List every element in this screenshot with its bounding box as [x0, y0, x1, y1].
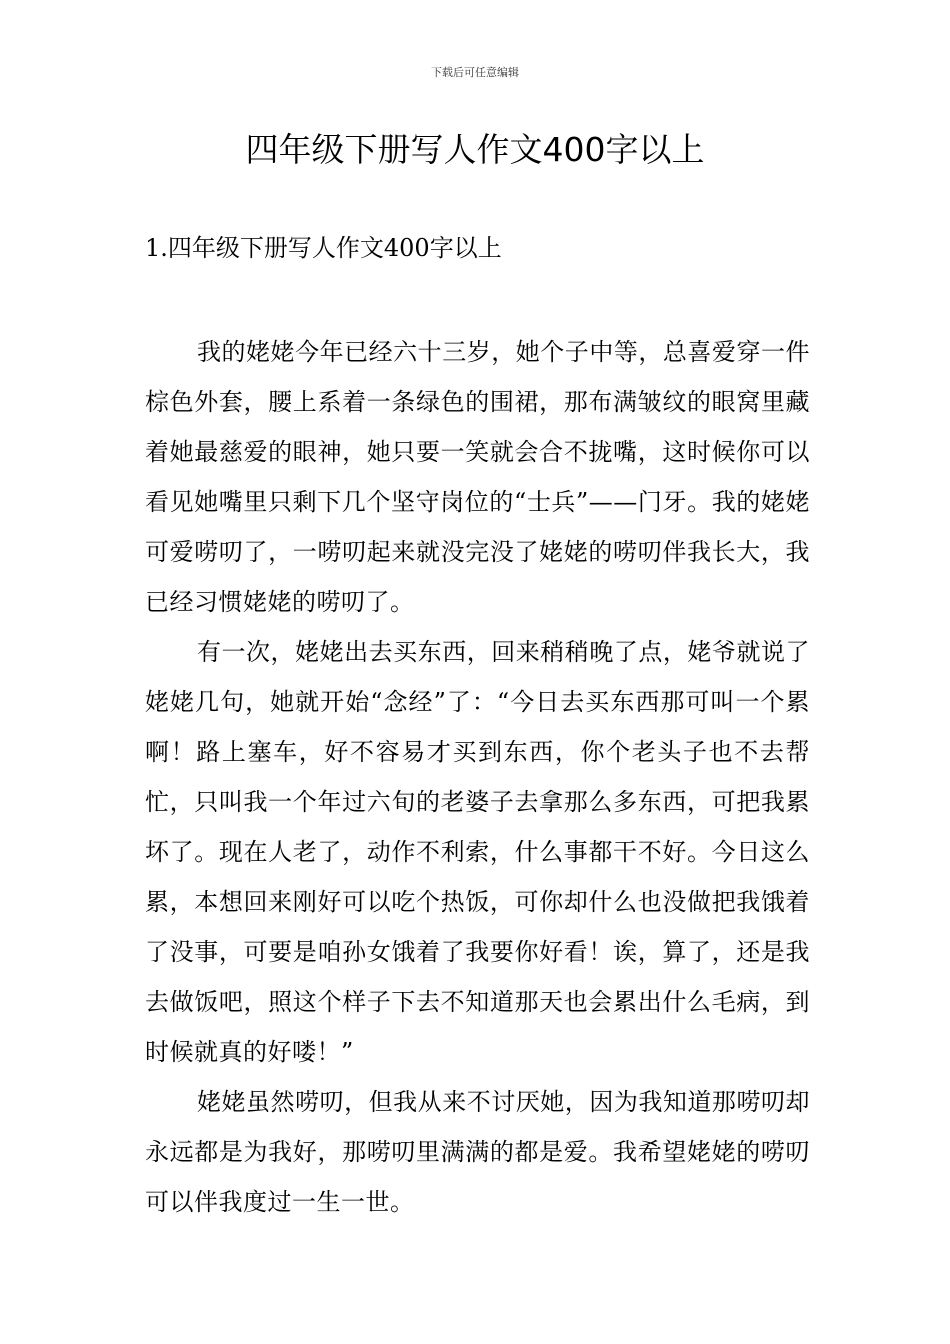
paragraph-3: 姥姥虽然唠叨，但我从来不讨厌她，因为我知道那唠叨却永远都是为我好，那唠叨里满满的都是爱。我希望姥姥的唠叨可以伴我度过一生一世。 [145, 1088, 810, 1216]
section-heading: 1.四年级下册写人作文400字以上 [145, 234, 502, 262]
paragraph-1: 我的姥姥今年已经六十三岁，她个子中等，总喜爱穿一件棕色外套，腰上系着一条绿色的围裙，那布满皱纹的眼窝里藏着她最慈爱的眼神，她只要一笑就会合不拢嘴，这时候你可以看见她嘴里只剩下几个坚守岗位的“士兵”——门牙。我的姥姥可爱唠叨了，一唠叨起来就没完没了姥姥的唠叨伴我长大，我已经习惯姥姥的唠叨了。 [145, 338, 810, 616]
document-title: 四年级下册写人作文400字以上 [245, 130, 705, 169]
essay-body [145, 327, 810, 1227]
paragraph-2: 有一次，姥姥出去买东西，回来稍稍晚了点，姥爷就说了姥姥几句，她就开始“念经”了：“今日去买东西那可叫一个累啊！路上塞车，好不容易才买到东西，你个老头子也不去帮忙，只叫我一个年过六旬的老婆子去拿那么多东西，可把我累坏了。现在人老了，动作不利索，什么事都干不好。今日这么累，本想回来刚好可以吃个热饭，可你却什么也没做把我饿着了没事，可要是咱孙女饿着了我要你好看！诶，算了，还是我去做饭吧，照这个样子下去不知道那天也会累出什么毛病，到时候就真的好喽！” [145, 638, 810, 1066]
page-header-note: 下载后可任意编辑 [431, 66, 519, 79]
